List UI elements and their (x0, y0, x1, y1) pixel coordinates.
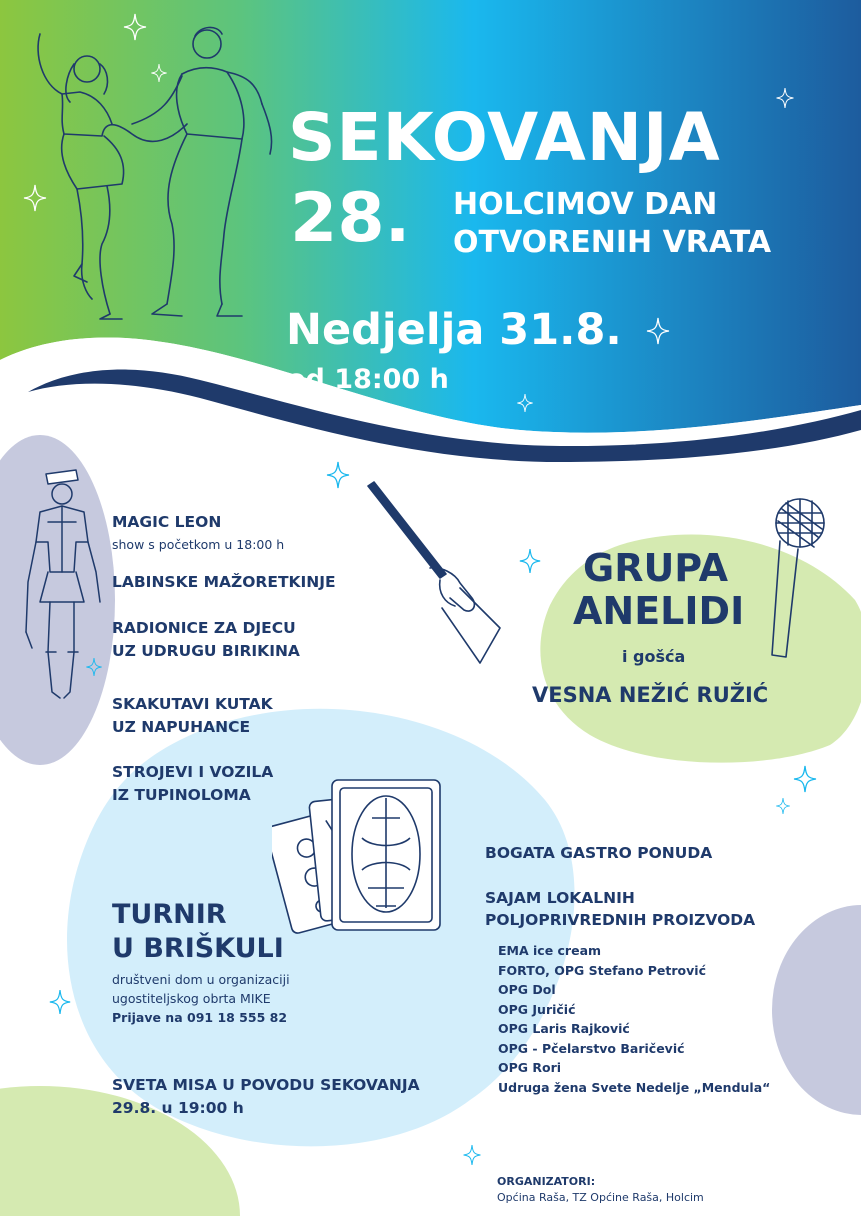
tournament-signup: Prijave na 091 18 555 82 (112, 1010, 288, 1025)
majorette-illustration (18, 462, 108, 712)
mass-title: SVETA MISA U POVODU SEKOVANJA (112, 1076, 420, 1094)
dancing-couple-illustration (12, 14, 282, 324)
band-line-1: GRUPA (583, 546, 729, 590)
magic-leon-title: MAGIC LEON (112, 513, 222, 531)
subtitle-line-1: HOLCIMOV DAN (453, 187, 718, 222)
guest-name: VESNA NEŽIĆ RUŽIĆ (532, 683, 769, 707)
tournament-venue-line-1: društveni dom u organizaciji (112, 972, 290, 987)
tournament-title-line-1: TURNIR (112, 899, 227, 930)
sparkle-icon (645, 315, 671, 347)
vendor-item: EMA ice cream (498, 943, 602, 958)
vendor-item: Udruga žena Svete Nedelje „Mendula“ (498, 1079, 771, 1095)
organizers-names: Općina Raša, TZ Općine Raša, Holcim (497, 1191, 704, 1204)
bouncy-line-1: SKAKUTAVI KUTAK (112, 695, 273, 713)
organizers-label: ORGANIZATORI: (497, 1175, 596, 1188)
grey-blob-right (772, 905, 861, 1115)
vendor-item: OPG - Pčelarstvo Baričević (498, 1040, 685, 1056)
tournament-title-line-2: U BRIŠKULI (112, 933, 284, 964)
magic-wand-hand-illustration (360, 478, 510, 678)
event-time: od 18:00 h (287, 364, 449, 395)
playing-cards-illustration (272, 778, 447, 944)
vendor-item: FORTO, OPG Stefano Petrović (498, 962, 706, 978)
vendor-item: OPG Dol (498, 982, 556, 997)
tournament-venue-line-2: ugostiteljskog obrta MIKE (112, 991, 271, 1006)
workshops-line-2: UZ UDRUGU BIRIKINA (112, 642, 300, 660)
guest-label: i gošća (622, 647, 686, 666)
sparkle-icon (775, 86, 795, 110)
magic-leon-note: show s početkom u 18:00 h (112, 537, 285, 552)
band-line-2: ANELIDI (573, 589, 745, 633)
gastro-title: BOGATA GASTRO PONUDA (485, 844, 713, 862)
mass-datetime: 29.8. u 19:00 h (112, 1099, 244, 1117)
event-date: Nedjelja 31.8. (286, 305, 622, 355)
sparkle-icon (150, 62, 168, 84)
bouncy-line-2: UZ NAPUHANCE (112, 718, 251, 736)
sparkle-icon (122, 12, 148, 42)
sparkle-icon (462, 1142, 482, 1168)
sparkle-icon (518, 545, 542, 577)
vendor-item: OPG Juričić (498, 1001, 576, 1017)
sparkle-icon (48, 985, 72, 1019)
microphone-illustration (756, 495, 836, 665)
vendor-item: OPG Laris Rajković (498, 1021, 630, 1036)
vendor-item: OPG Rori (498, 1060, 562, 1075)
subtitle-line-2: OTVORENIH VRATA (453, 225, 772, 260)
fair-line-1: SAJAM LOKALNIH (485, 889, 635, 907)
fair-line-2: POLJOPRIVREDNIH PROIZVODA (485, 911, 756, 929)
workshops-line-1: RADIONICE ZA DJECU (112, 619, 296, 637)
sparkle-icon (325, 458, 351, 492)
edition-number: 28. (290, 179, 411, 258)
majorettes-title: LABINSKE MAŽORETKINJE (112, 573, 336, 591)
event-title: SEKOVANJA (288, 99, 721, 176)
machines-line-2: IZ TUPINOLOMA (112, 786, 251, 804)
machines-line-1: STROJEVI I VOZILA (112, 763, 274, 781)
sparkle-icon (516, 390, 534, 416)
sparkle-icon (775, 795, 791, 817)
sparkle-icon (22, 182, 48, 214)
sparkle-icon (792, 762, 818, 796)
vendor-list (498, 941, 770, 1097)
